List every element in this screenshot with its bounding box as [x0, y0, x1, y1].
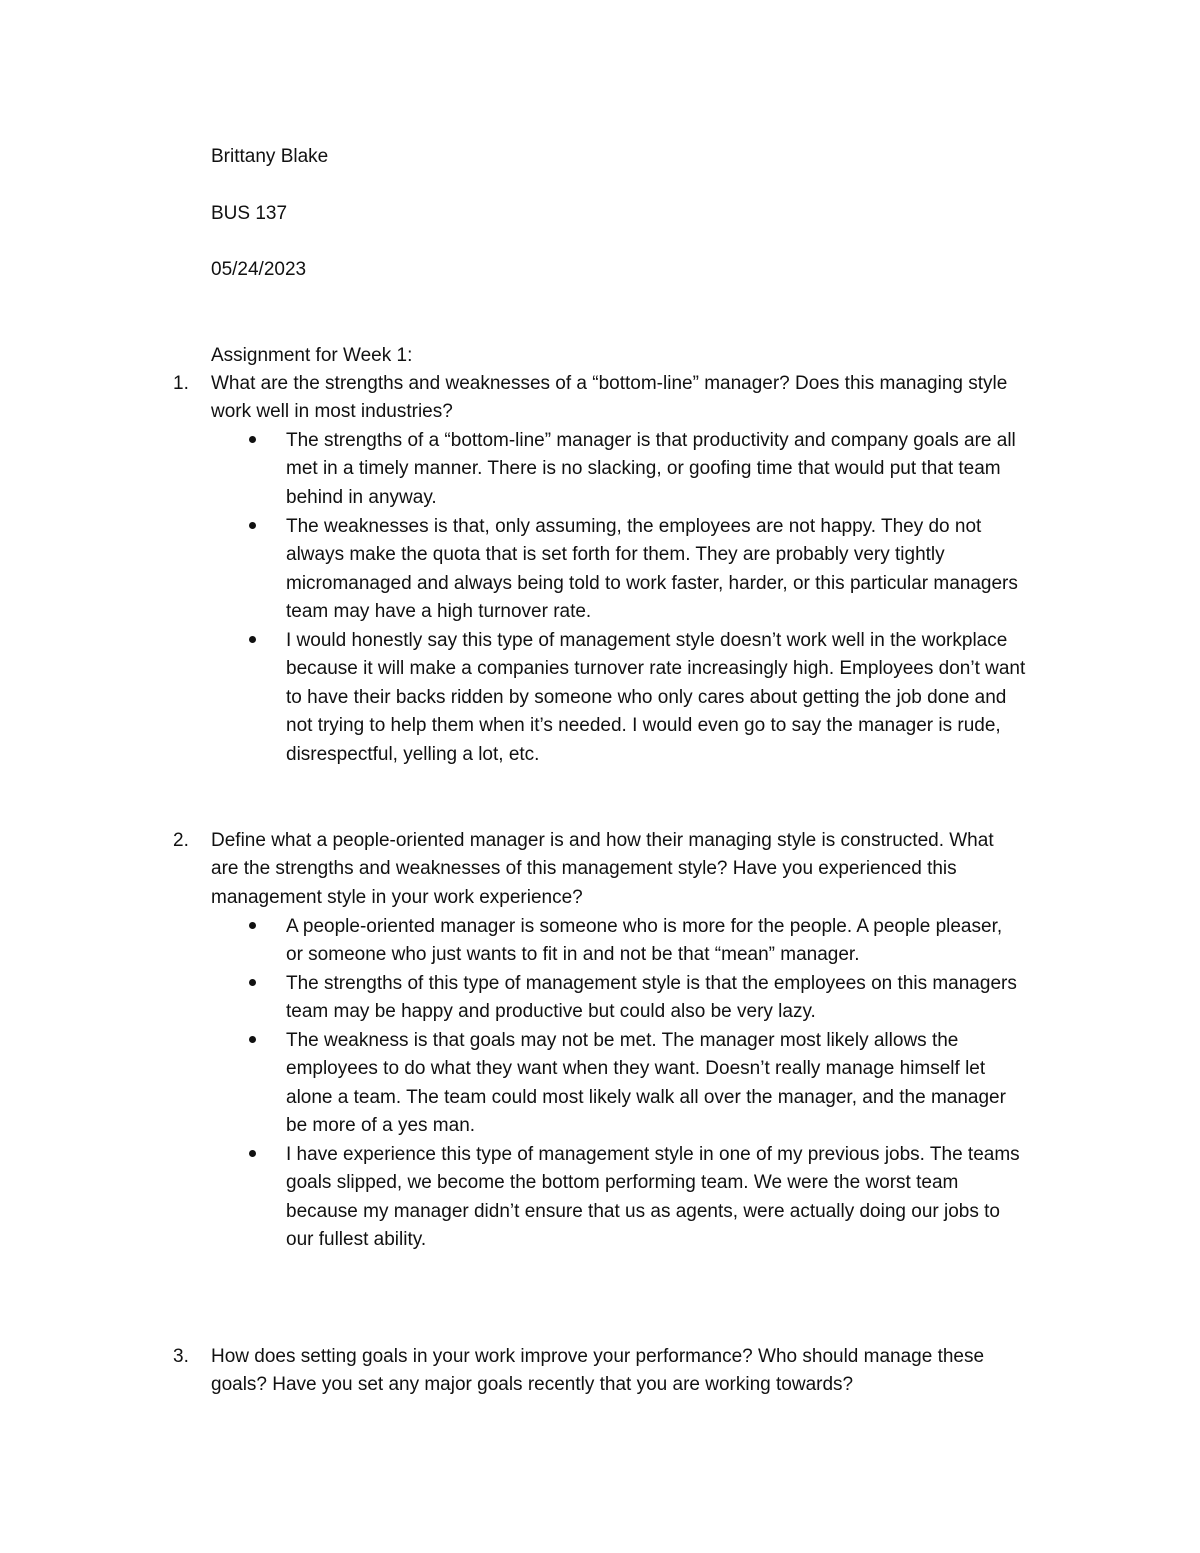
question-1-line: What are the strengths and weaknesses of a “bottom-line” manager? Does this managing style — [211, 373, 1008, 394]
answer-2c-line: employees to do what they want when they want. Doesn’t really manage himself let — [286, 1058, 986, 1079]
answer-1b-line: team may have a high turnover rate. — [286, 601, 592, 622]
answer-1b-line: The weaknesses is that, only assuming, the employees are not happy. They do not — [286, 516, 982, 537]
answer-1c-line: because it will make a companies turnover rate increasingly high. Employees don’t want — [286, 658, 1026, 679]
answer-1c-line: I would honestly say this type of management style doesn’t work well in the workplace — [286, 630, 1008, 651]
question-2-line: management style in your work experience? — [211, 887, 583, 908]
question-2-number: 2. — [173, 830, 189, 851]
question-3-line: How does setting goals in your work improve your performance? Who should manage these — [211, 1346, 985, 1367]
answer-2d-line: because my manager didn’t ensure that us as agents, were actually doing our jobs to — [286, 1201, 1000, 1222]
answer-2c-line: be more of a yes man. — [286, 1115, 476, 1136]
question-3-line: goals? Have you set any major goals recently that you are working towards? — [211, 1374, 854, 1395]
answer-2b-line: The strengths of this type of management style is that the employees on this managers — [286, 973, 1017, 994]
bullet-icon — [249, 636, 256, 643]
question-1-number: 1. — [173, 373, 189, 394]
answer-1b-line: micromanaged and always being told to work faster, harder, or this particular managers — [286, 573, 1018, 594]
answer-1a-line: met in a timely manner. There is no slacking, or goofing time that would put that team — [286, 458, 1001, 479]
answer-2d-line: our fullest ability. — [286, 1229, 427, 1250]
answer-2b-line: team may be happy and productive but could also be very lazy. — [286, 1001, 816, 1022]
assignment-title: Assignment for Week 1: — [211, 345, 413, 366]
answer-1b-line: always make the quota that is set forth for them. They are probably very tightly — [286, 544, 945, 565]
answer-2d-line: I have experience this type of management style in one of my previous jobs. The teams — [286, 1144, 1020, 1165]
question-1-line: work well in most industries? — [211, 401, 453, 422]
bullet-icon — [249, 1036, 256, 1043]
bullet-icon — [249, 979, 256, 986]
answer-1c-line: disrespectful, yelling a lot, etc. — [286, 744, 540, 765]
answer-1a-line: The strengths of a “bottom-line” manager is that productivity and company goals are all — [286, 430, 1016, 451]
question-3-number: 3. — [173, 1346, 189, 1367]
bullet-icon — [249, 1150, 256, 1157]
answer-1c-line: to have their backs ridden by someone who only cares about getting the job done and — [286, 687, 1007, 708]
answer-2d-line: goals slipped, we become the bottom performing team. We were the worst team — [286, 1172, 959, 1193]
submission-date: 05/24/2023 — [211, 259, 307, 280]
question-2-line: are the strengths and weaknesses of this management style? Have you experienced this — [211, 858, 957, 879]
bullet-icon — [249, 436, 256, 443]
answer-2c-line: The weakness is that goals may not be met. The manager most likely allows the — [286, 1030, 959, 1051]
bullet-icon — [249, 922, 256, 929]
question-2-line: Define what a people-oriented manager is and how their managing style is constructed. What — [211, 830, 994, 851]
course-code: BUS 137 — [211, 203, 288, 224]
bullet-icon — [249, 522, 256, 529]
author-name: Brittany Blake — [211, 146, 329, 167]
answer-2a-line: A people-oriented manager is someone who is more for the people. A people pleaser, — [286, 916, 1003, 937]
answer-2a-line: or someone who just wants to fit in and not be that “mean” manager. — [286, 944, 860, 965]
answer-2c-line: alone a team. The team could most likely walk all over the manager, and the manager — [286, 1087, 1006, 1108]
answer-1c-line: not trying to help them when it’s needed. I would even go to say the manager is rude, — [286, 715, 1001, 736]
answer-1a-line: behind in anyway. — [286, 487, 437, 508]
